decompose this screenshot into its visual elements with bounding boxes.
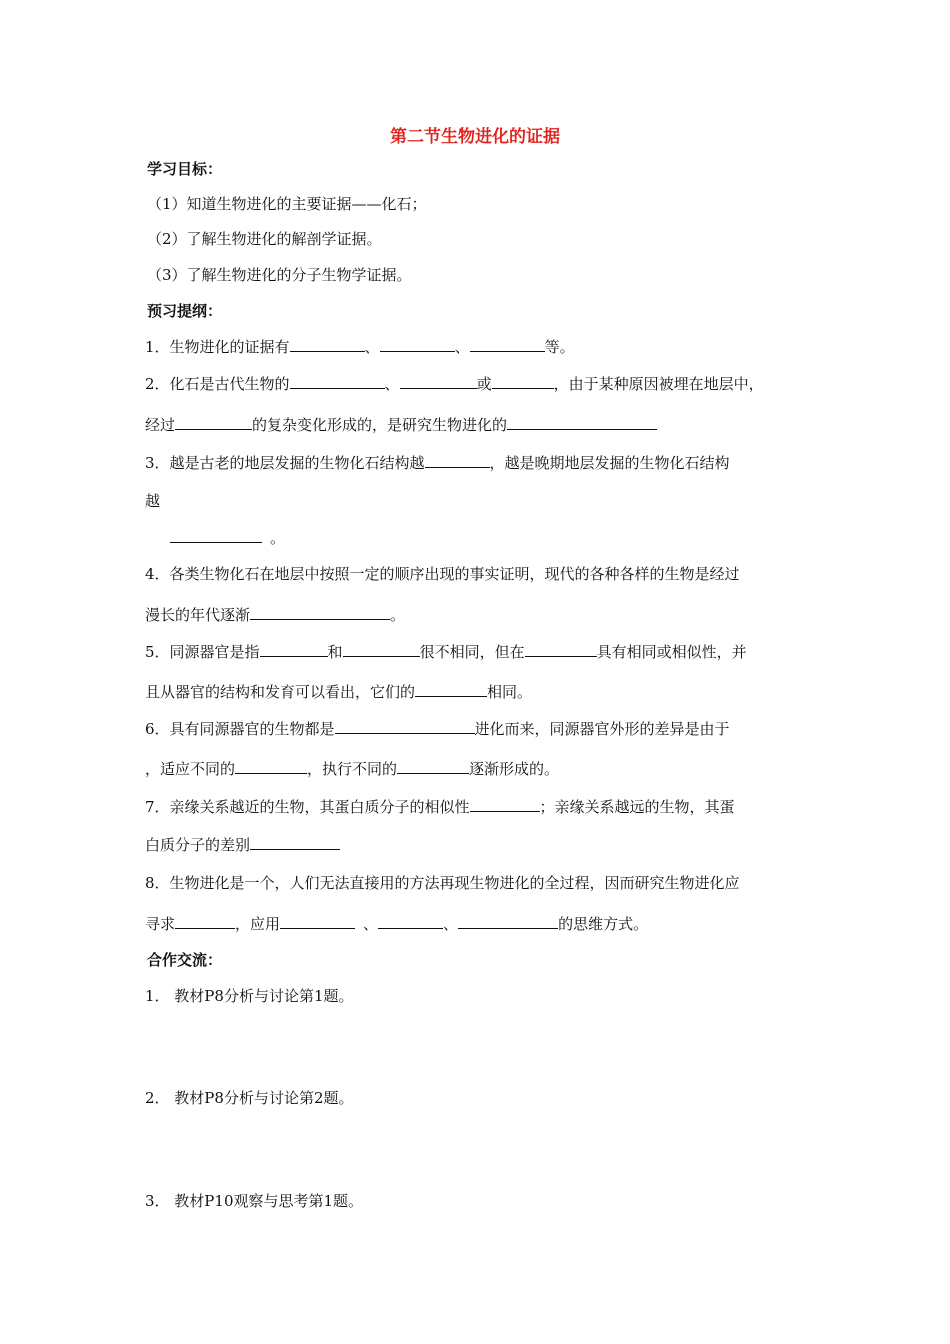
blank[interactable] bbox=[397, 758, 469, 774]
goal-item: （2）了解生物进化的解剖学证据。 bbox=[147, 230, 382, 248]
page-title: 第二节生物进化的证据 bbox=[390, 127, 560, 147]
q6-text: 逐渐形成的。 bbox=[469, 760, 560, 778]
blank[interactable] bbox=[400, 373, 477, 389]
goals-heading: 学习目标： bbox=[147, 160, 223, 178]
blank[interactable] bbox=[260, 641, 328, 657]
q2-text: 2．化石是古代生物的 bbox=[145, 375, 290, 393]
q3-text: ，越是晚期地层发掘的生物化石结构 bbox=[489, 454, 730, 472]
question-4-cont bbox=[145, 604, 405, 625]
goal-item: （3）了解生物进化的分子生物学证据。 bbox=[147, 266, 412, 284]
blank[interactable] bbox=[425, 452, 490, 468]
q2-text: 经过 bbox=[145, 416, 176, 434]
blank[interactable] bbox=[507, 414, 657, 430]
question-7-cont bbox=[145, 834, 340, 855]
question-3-cont bbox=[145, 490, 160, 511]
coop-item: 1． 教材P8分析与讨论第1题。 bbox=[145, 987, 354, 1005]
blank[interactable] bbox=[290, 373, 385, 389]
q8-sep: 、 bbox=[443, 915, 459, 933]
q4-text: 4．各类生物化石在地层中按照一定的顺序出现的事实证明，现代的各种各样的生物是经过 bbox=[145, 565, 740, 583]
question-4 bbox=[145, 563, 740, 584]
question-8 bbox=[145, 872, 740, 893]
q5-sep: 和 bbox=[327, 643, 343, 661]
question-3 bbox=[145, 452, 730, 473]
blank[interactable] bbox=[492, 373, 554, 389]
q6-text: 6．具有同源器官的生物都是 bbox=[145, 720, 335, 738]
q8-text: 寻求 bbox=[145, 915, 176, 933]
question-1 bbox=[145, 336, 575, 357]
q6-text: ，适应不同的 bbox=[145, 760, 236, 778]
question-5-cont bbox=[145, 681, 532, 702]
q1-sep: 、 bbox=[364, 338, 380, 356]
question-3-blank-line bbox=[170, 527, 285, 548]
question-5 bbox=[145, 641, 747, 662]
coop-heading: 合作交流： bbox=[147, 951, 223, 969]
blank[interactable] bbox=[175, 913, 235, 929]
blank[interactable] bbox=[415, 681, 487, 697]
q2-sep: 或 bbox=[476, 375, 492, 393]
q2-text: ，由于某种原因被埋在地层中， bbox=[553, 375, 764, 393]
blank[interactable] bbox=[380, 336, 455, 352]
question-2-cont bbox=[145, 414, 657, 435]
blank[interactable] bbox=[470, 796, 540, 812]
question-6-cont bbox=[145, 758, 559, 779]
q2-sep: 、 bbox=[384, 375, 400, 393]
q3-text: 越 bbox=[145, 492, 161, 510]
question-6 bbox=[145, 718, 730, 739]
q2-text: 的复杂变化形成的，是研究生物进化的 bbox=[252, 416, 508, 434]
blank[interactable] bbox=[250, 834, 340, 850]
blank[interactable] bbox=[378, 913, 443, 929]
q6-text: 进化而来，同源器官外形的差异是由于 bbox=[474, 720, 730, 738]
q5-text: 很不相同，但在 bbox=[419, 643, 525, 661]
q3-end: 。 bbox=[270, 529, 286, 547]
q5-text: 具有相同或相似性，并 bbox=[596, 643, 747, 661]
question-2 bbox=[145, 373, 764, 394]
q8-text: ，应用 bbox=[235, 915, 281, 933]
question-7 bbox=[145, 796, 735, 817]
q1-sep: 、 bbox=[454, 338, 470, 356]
coop-item: 3． 教材P10观察与思考第1题。 bbox=[145, 1192, 364, 1210]
blank[interactable] bbox=[458, 913, 558, 929]
question-8-cont bbox=[145, 913, 648, 934]
q5-text: 相同。 bbox=[487, 683, 533, 701]
blank[interactable] bbox=[335, 718, 475, 734]
q8-sep: 、 bbox=[363, 915, 379, 933]
q8-text: 8．生物进化是一个，人们无法直接用的方法再现生物进化的全过程，因而研究生物进化应 bbox=[145, 874, 740, 892]
preview-heading: 预习提纲： bbox=[147, 302, 223, 320]
q7-text: 白质分子的差别 bbox=[145, 836, 251, 854]
q1-text: 1．生物进化的证据有 bbox=[145, 338, 290, 356]
blank[interactable] bbox=[470, 336, 545, 352]
blank[interactable] bbox=[280, 913, 355, 929]
coop-item: 2． 教材P8分析与讨论第2题。 bbox=[145, 1089, 354, 1107]
blank[interactable] bbox=[170, 527, 262, 543]
q7-text: ；亲缘关系越远的生物，其蛋 bbox=[539, 798, 735, 816]
blank[interactable] bbox=[525, 641, 597, 657]
q1-end: 等。 bbox=[544, 338, 575, 356]
q6-text: ，执行不同的 bbox=[307, 760, 398, 778]
goal-item: （1）知道生物进化的主要证据——化石； bbox=[147, 195, 427, 213]
q5-text: 5．同源器官是指 bbox=[145, 643, 260, 661]
q5-text: 且从器官的结构和发育可以看出，它们的 bbox=[145, 683, 416, 701]
blank[interactable] bbox=[235, 758, 307, 774]
blank[interactable] bbox=[290, 336, 365, 352]
blank[interactable] bbox=[343, 641, 420, 657]
q3-text: 3．越是古老的地层发掘的生物化石结构越 bbox=[145, 454, 425, 472]
q4-end: 。 bbox=[390, 606, 406, 624]
q7-text: 7．亲缘关系越近的生物，其蛋白质分子的相似性 bbox=[145, 798, 470, 816]
blank[interactable] bbox=[175, 414, 252, 430]
blank[interactable] bbox=[250, 604, 390, 620]
q8-text: 的思维方式。 bbox=[558, 915, 649, 933]
q4-text: 漫长的年代逐渐 bbox=[145, 606, 251, 624]
